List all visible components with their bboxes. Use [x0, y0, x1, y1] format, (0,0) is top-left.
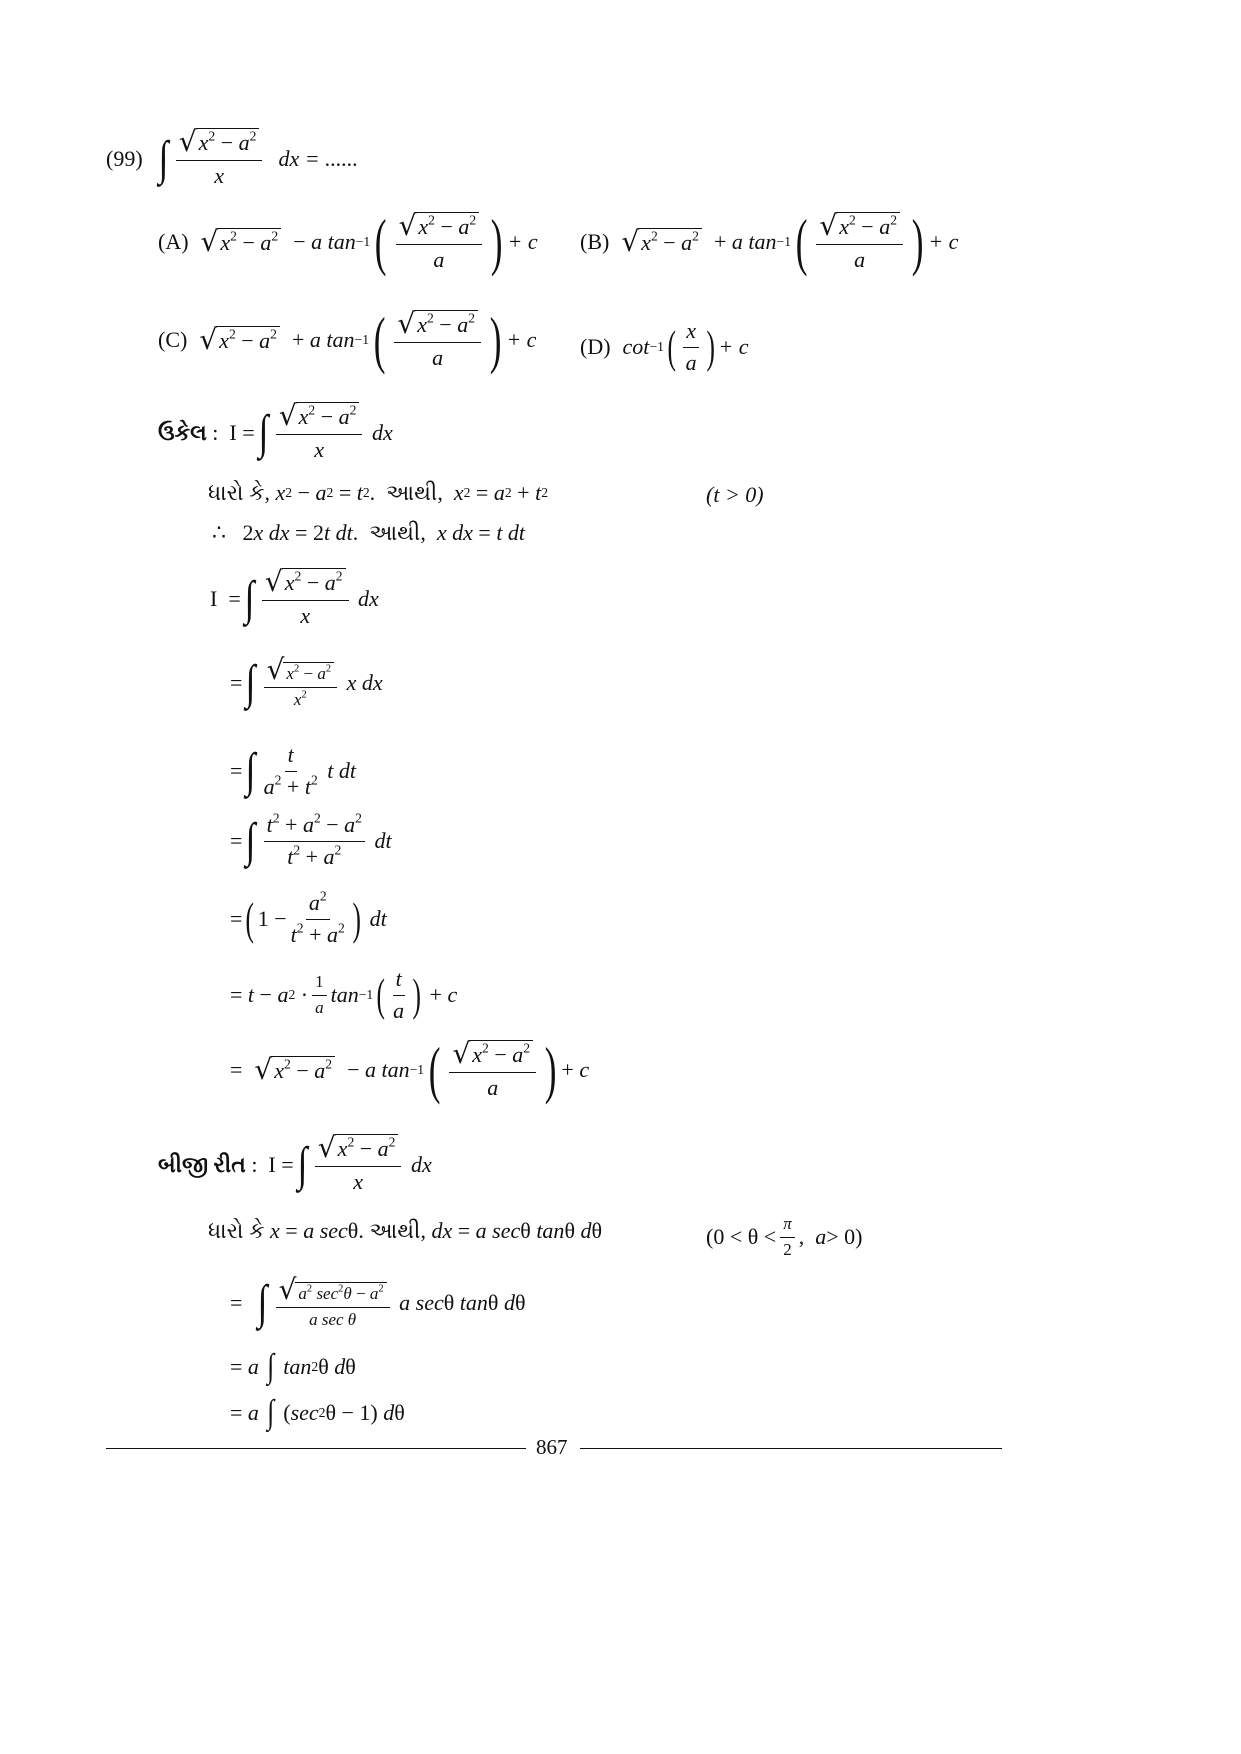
integral-sign: ∫ [158, 131, 169, 185]
step-3: = ∫ $\frac{t}{a^2 + t^2}$ t dt [230, 742, 356, 799]
option-d: (D) cot −1 ( $\frac{x}{a}$ ) + c [580, 318, 749, 375]
page-number: 867 [536, 1435, 568, 1459]
substitution-line: ધારો કે, x 2 − a 2 = t 2 . આથી, x 2 = a 2 + t 2 [208, 480, 548, 505]
method2-heading: બીજી રીત [158, 1151, 246, 1177]
footer-rule-left [106, 1448, 526, 1449]
solution-heading-line: ઉકેલ : I = ∫ √ $x^2 - a^2$ x dx [158, 399, 393, 462]
step-7: = √ $x^2 - a^2$ − a tan −1 ( √ $x^2 - a^2$ a ) + c [230, 1034, 590, 1105]
option-label: (B) [580, 229, 610, 254]
footer-rule-right [580, 1448, 1002, 1449]
step-8: = ∫ √ $a^2$ $\sec^2\theta - a^2$ a sec θ a sec θ tan θ d θ [230, 1273, 526, 1329]
option-b: (B) √ $x^2 - a^2$ + a tan −1 ( √ $x^2 - a^2$ a ) + c [580, 206, 959, 277]
option-c: (C) √ $x^2 - a^2$ + a tan −1 ( √ $x^2 - a^2$ a ) + c [158, 304, 537, 375]
question-line [106, 125, 359, 189]
step-10: = a ∫ ( sec 2 θ − 1) d θ [230, 1394, 405, 1431]
method2-heading-line: બીજી રીત : I = ∫ √ $x^2 - a^2$ x dx [158, 1131, 432, 1194]
step-4: = ∫ $\frac{t^2 + a^2 - a^2}{t^2 + a^2}$ dt [230, 810, 392, 869]
step-2: = ∫ √ $x^2 - a^2$ $x^2$ x dx [230, 653, 383, 709]
step-1: I = ∫ √ $x^2 - a^2$ x dx [210, 565, 379, 628]
option-label: (A) [158, 229, 189, 254]
question-number: (99) [106, 145, 143, 171]
integrand-fraction: √ $x^2 - a^2$ x [176, 128, 263, 189]
step-6: = t − a 2 · $\frac{1}{a}$ tan −1 ( $\frac{t}{a}$ ) + c [230, 966, 458, 1023]
condition-theta: (0 < θ < $\frac{\pi}{2}$ , a > 0) [706, 1214, 863, 1259]
let-text: ધારો કે, [208, 480, 270, 505]
solution-heading: ઉકેલ [158, 419, 207, 445]
step-5: = ( 1 − $\frac{a^2}{t^2 + a^2}$ ) dt [230, 888, 387, 947]
question-tail: dx = ...... [278, 145, 359, 171]
differential-line: ∴ 2 x dx = 2 t dt . આથી, x dx = t dt [212, 520, 526, 545]
condition-t: (t > 0) [706, 482, 764, 507]
option-a: (A) √ $x^2 - a^2$ − a tan −1 ( √ $x^2 - a^2$ a ) + c [158, 206, 538, 277]
option-label: (D) [580, 334, 611, 359]
substitution-line-2: ધારો કે x = a sec θ. આથી, dx = a sec θ tan θ d θ [208, 1218, 603, 1243]
option-label: (C) [158, 327, 188, 352]
step-9: = a ∫ tan 2 θ d θ [230, 1348, 356, 1385]
